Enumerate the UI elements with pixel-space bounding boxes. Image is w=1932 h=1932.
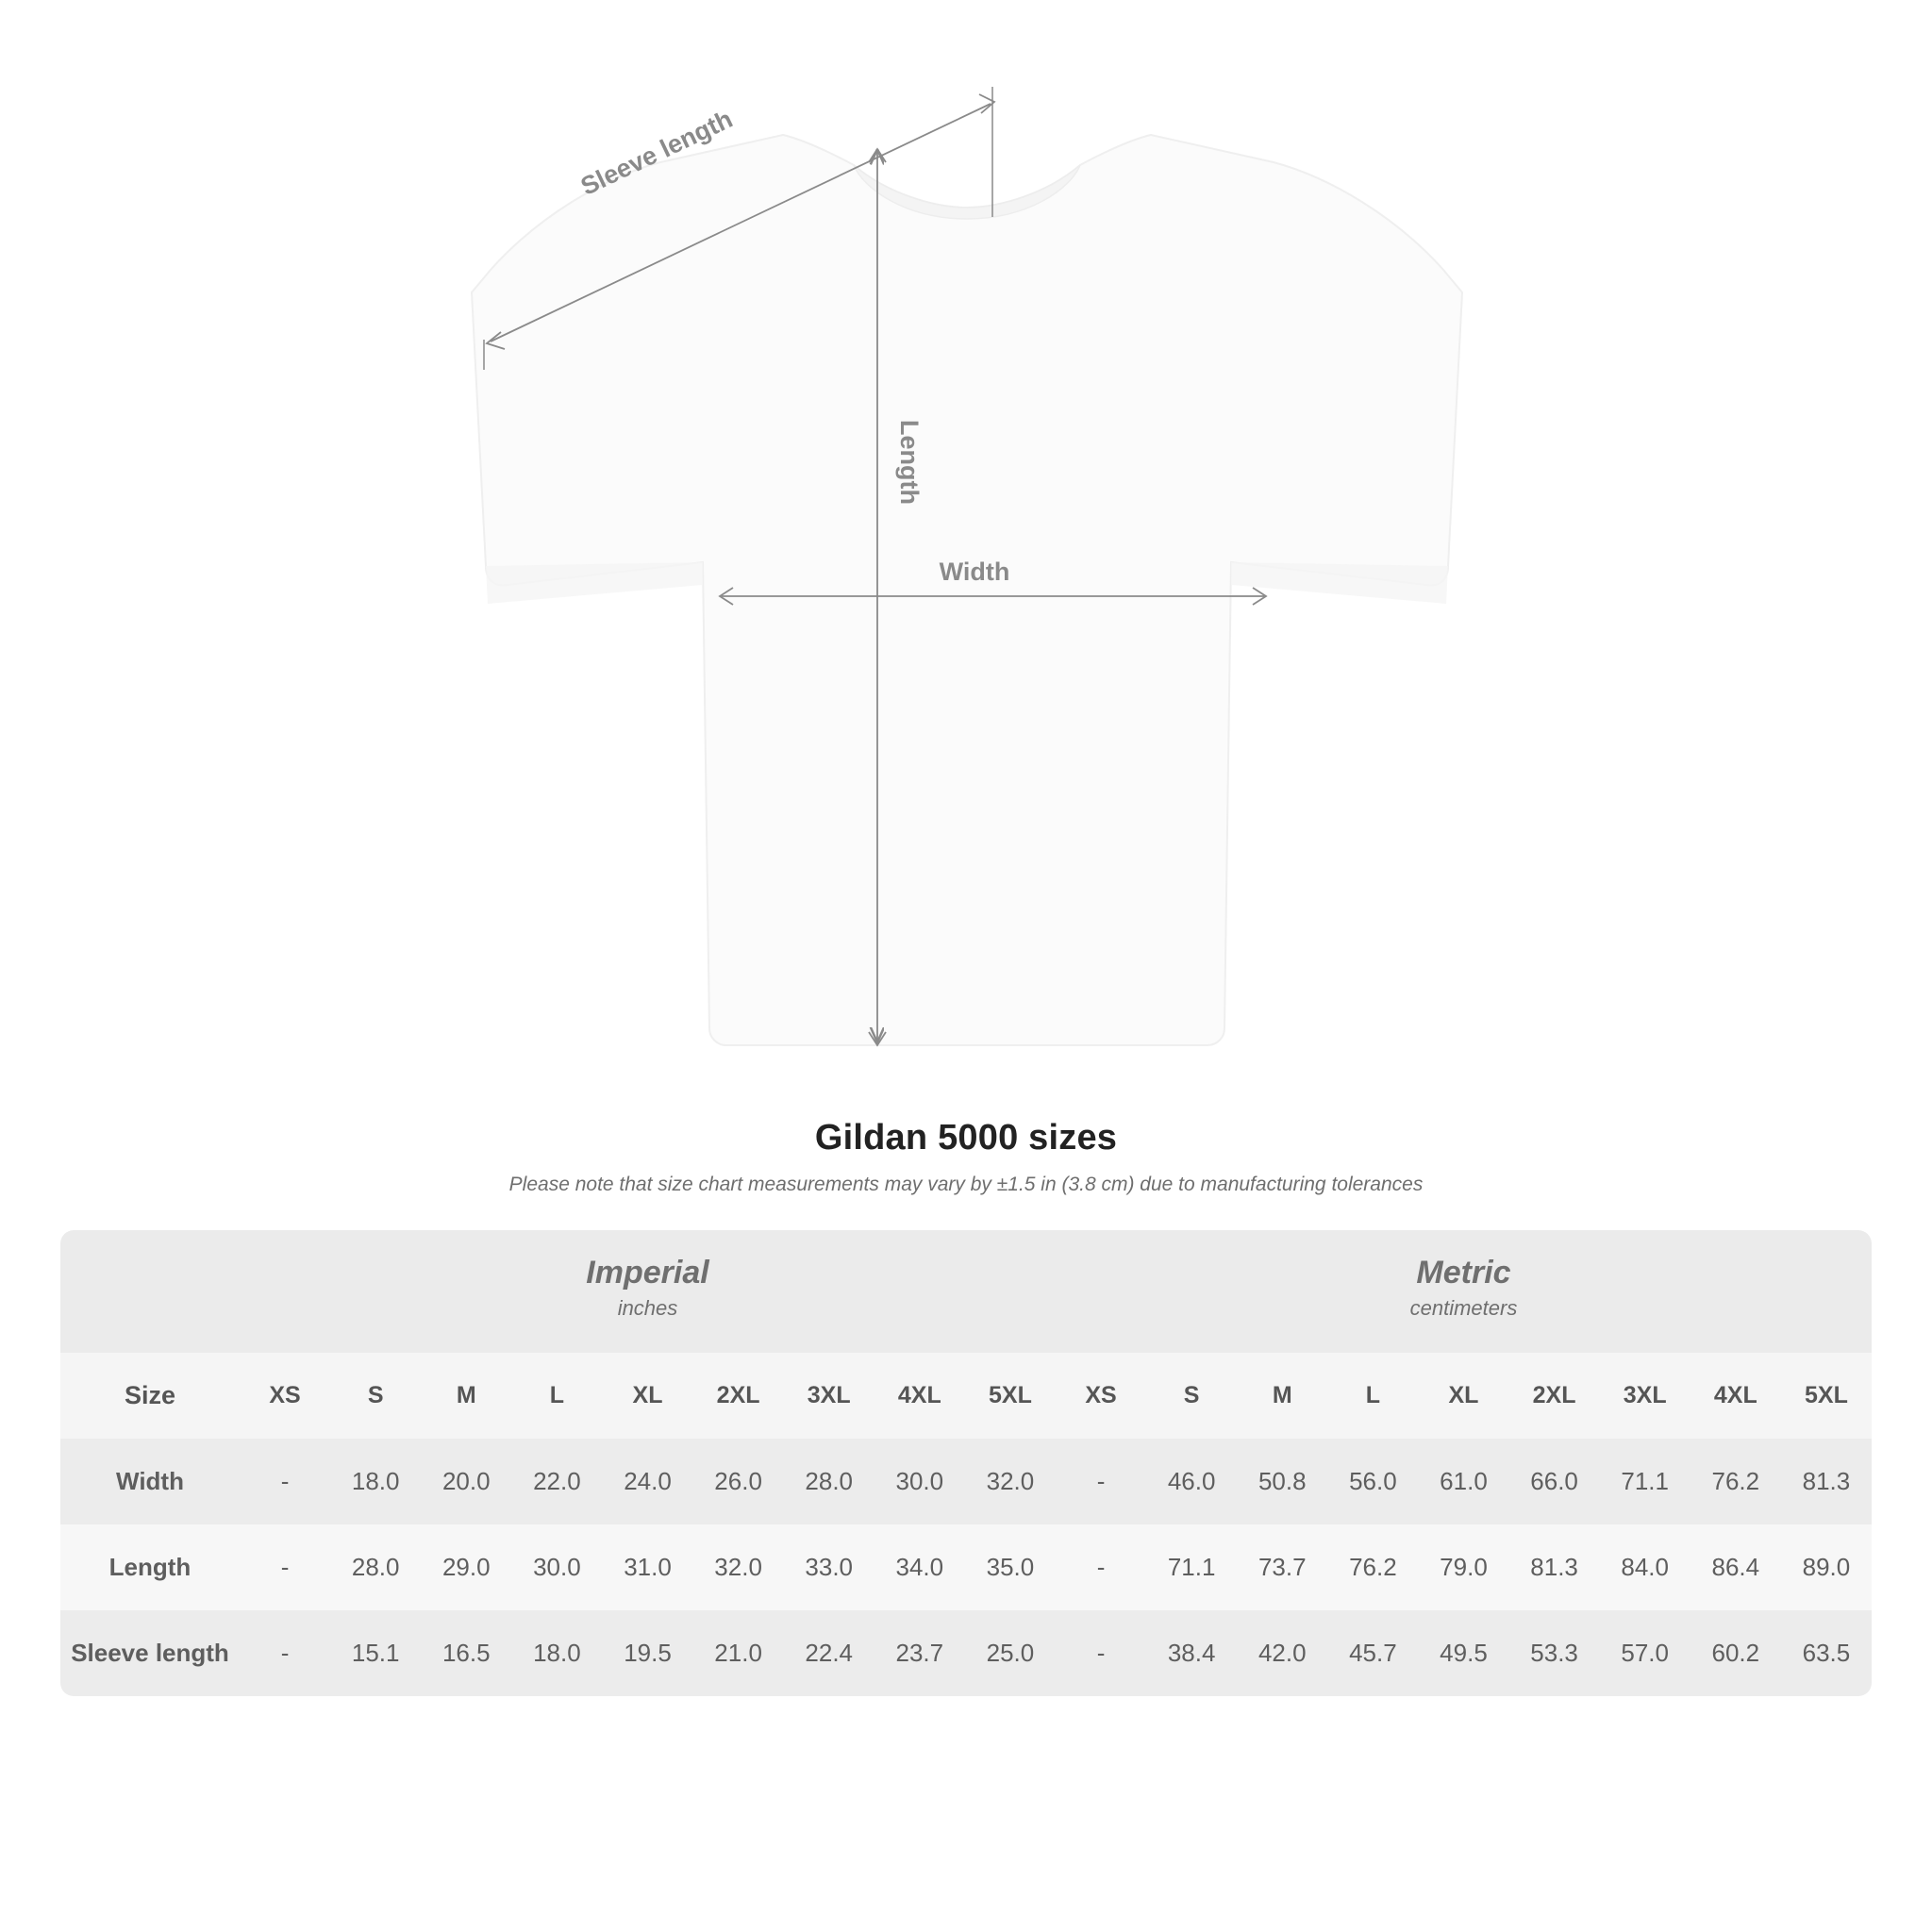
size-header-imperial-s: S <box>330 1353 421 1439</box>
cell-width-imperial-5xl: 32.0 <box>965 1439 1056 1524</box>
tolerance-note: Please note that size chart measurements may vary by ±1.5 in (3.8 cm) due to manufacturing tolerances <box>508 1174 1424 1195</box>
cell-length-imperial-l: 30.0 <box>511 1524 602 1610</box>
size-header-imperial-xs: XS <box>240 1353 330 1439</box>
unit-header-metric <box>1056 1230 1872 1353</box>
cell-length-metric-2xl: 81.3 <box>1509 1524 1600 1610</box>
size-header-row <box>60 1353 1872 1439</box>
size-header-imperial-4xl: 4XL <box>874 1353 965 1439</box>
cell-length-imperial-s: 28.0 <box>330 1524 421 1610</box>
cell-width-metric-m: 50.8 <box>1237 1439 1327 1524</box>
cell-sleeve-metric-m: 42.0 <box>1237 1610 1327 1696</box>
cell-length-metric-xs: - <box>1056 1524 1146 1610</box>
cell-sleeve-metric-xl: 49.5 <box>1418 1610 1508 1696</box>
cell-length-imperial-xl: 31.0 <box>602 1524 692 1610</box>
unit-name-metric: Metric <box>1416 1255 1511 1291</box>
cell-sleeve-imperial-3xl: 22.4 <box>784 1610 874 1696</box>
cell-length-metric-xl: 79.0 <box>1418 1524 1508 1610</box>
cell-sleeve-imperial-s: 15.1 <box>330 1610 421 1696</box>
unit-name-imperial: Imperial <box>586 1255 709 1291</box>
cell-width-metric-3xl: 71.1 <box>1600 1439 1690 1524</box>
cell-width-imperial-4xl: 30.0 <box>874 1439 965 1524</box>
cell-sleeve-imperial-xl: 19.5 <box>602 1610 692 1696</box>
cell-sleeve-metric-3xl: 57.0 <box>1600 1610 1690 1696</box>
unit-header-imperial <box>240 1230 1056 1353</box>
cell-width-metric-s: 46.0 <box>1146 1439 1237 1524</box>
cell-width-imperial-2xl: 26.0 <box>693 1439 784 1524</box>
cell-sleeve-metric-xs: - <box>1056 1610 1146 1696</box>
cell-length-imperial-xs: - <box>240 1524 330 1610</box>
cell-sleeve-metric-l: 45.7 <box>1327 1610 1418 1696</box>
size-header-imperial-2xl: 2XL <box>693 1353 784 1439</box>
table-row <box>60 1610 1872 1696</box>
cell-sleeve-imperial-xs: - <box>240 1610 330 1696</box>
unit-sub-metric: centimeters <box>1409 1296 1518 1321</box>
size-header-metric-m: M <box>1237 1353 1327 1439</box>
size-header-metric-2xl: 2XL <box>1509 1353 1600 1439</box>
cell-width-imperial-l: 22.0 <box>511 1439 602 1524</box>
cell-sleeve-metric-s: 38.4 <box>1146 1610 1237 1696</box>
unit-sub-imperial: inches <box>617 1296 678 1321</box>
tshirt-shape <box>472 135 1462 1045</box>
table-row <box>60 1524 1872 1610</box>
size-header-imperial-xl: XL <box>602 1353 692 1439</box>
size-header-metric-xl: XL <box>1418 1353 1508 1439</box>
cell-width-imperial-3xl: 28.0 <box>784 1439 874 1524</box>
size-header-imperial-5xl: 5XL <box>965 1353 1056 1439</box>
size-table-wrapper <box>60 1230 1872 1696</box>
cell-sleeve-imperial-4xl: 23.7 <box>874 1610 965 1696</box>
cell-width-metric-5xl: 81.3 <box>1781 1439 1872 1524</box>
table-row <box>60 1439 1872 1524</box>
cell-width-metric-2xl: 66.0 <box>1509 1439 1600 1524</box>
length-label: Length <box>895 420 924 505</box>
cell-width-imperial-m: 20.0 <box>421 1439 511 1524</box>
size-header-imperial-m: M <box>421 1353 511 1439</box>
cell-length-metric-l: 76.2 <box>1327 1524 1418 1610</box>
page-title: Gildan 5000 sizes <box>814 1118 1118 1158</box>
cell-width-imperial-xl: 24.0 <box>602 1439 692 1524</box>
unit-header-spacer <box>60 1230 240 1353</box>
cell-length-imperial-4xl: 34.0 <box>874 1524 965 1610</box>
size-header-imperial-l: L <box>511 1353 602 1439</box>
size-header-metric-l: L <box>1327 1353 1418 1439</box>
size-table <box>60 1230 1872 1696</box>
cell-length-imperial-2xl: 32.0 <box>693 1524 784 1610</box>
cell-sleeve-metric-2xl: 53.3 <box>1509 1610 1600 1696</box>
cell-sleeve-imperial-m: 16.5 <box>421 1610 511 1696</box>
unit-header-row <box>60 1230 1872 1353</box>
cell-length-imperial-3xl: 33.0 <box>784 1524 874 1610</box>
sleeve-length-label: Sleeve length <box>576 104 738 201</box>
cell-width-metric-l: 56.0 <box>1327 1439 1418 1524</box>
row-label-width: Width <box>60 1439 240 1524</box>
cell-width-metric-4xl: 76.2 <box>1690 1439 1781 1524</box>
cell-length-metric-s: 71.1 <box>1146 1524 1237 1610</box>
cell-sleeve-metric-5xl: 63.5 <box>1781 1610 1872 1696</box>
size-header-metric-5xl: 5XL <box>1781 1353 1872 1439</box>
cell-length-metric-m: 73.7 <box>1237 1524 1327 1610</box>
size-header-metric-4xl: 4XL <box>1690 1353 1781 1439</box>
size-header-metric-s: S <box>1146 1353 1237 1439</box>
cell-width-metric-xl: 61.0 <box>1418 1439 1508 1524</box>
cell-length-imperial-5xl: 35.0 <box>965 1524 1056 1610</box>
cell-length-metric-5xl: 89.0 <box>1781 1524 1872 1610</box>
cell-length-metric-3xl: 84.0 <box>1600 1524 1690 1610</box>
cell-sleeve-imperial-l: 18.0 <box>511 1610 602 1696</box>
cell-length-imperial-m: 29.0 <box>421 1524 511 1610</box>
cell-length-metric-4xl: 86.4 <box>1690 1524 1781 1610</box>
size-header-metric-3xl: 3XL <box>1600 1353 1690 1439</box>
width-label: Width <box>939 558 1010 586</box>
cell-sleeve-imperial-5xl: 25.0 <box>965 1610 1056 1696</box>
cell-sleeve-imperial-2xl: 21.0 <box>693 1610 784 1696</box>
cell-width-imperial-xs: - <box>240 1439 330 1524</box>
size-header-label: Size <box>60 1353 240 1439</box>
cell-width-metric-xs: - <box>1056 1439 1146 1524</box>
cell-width-imperial-s: 18.0 <box>330 1439 421 1524</box>
row-label-sleeve-length: Sleeve length <box>60 1610 240 1696</box>
size-header-imperial-3xl: 3XL <box>784 1353 874 1439</box>
cell-sleeve-metric-4xl: 60.2 <box>1690 1610 1781 1696</box>
row-label-length: Length <box>60 1524 240 1610</box>
size-header-metric-xs: XS <box>1056 1353 1146 1439</box>
